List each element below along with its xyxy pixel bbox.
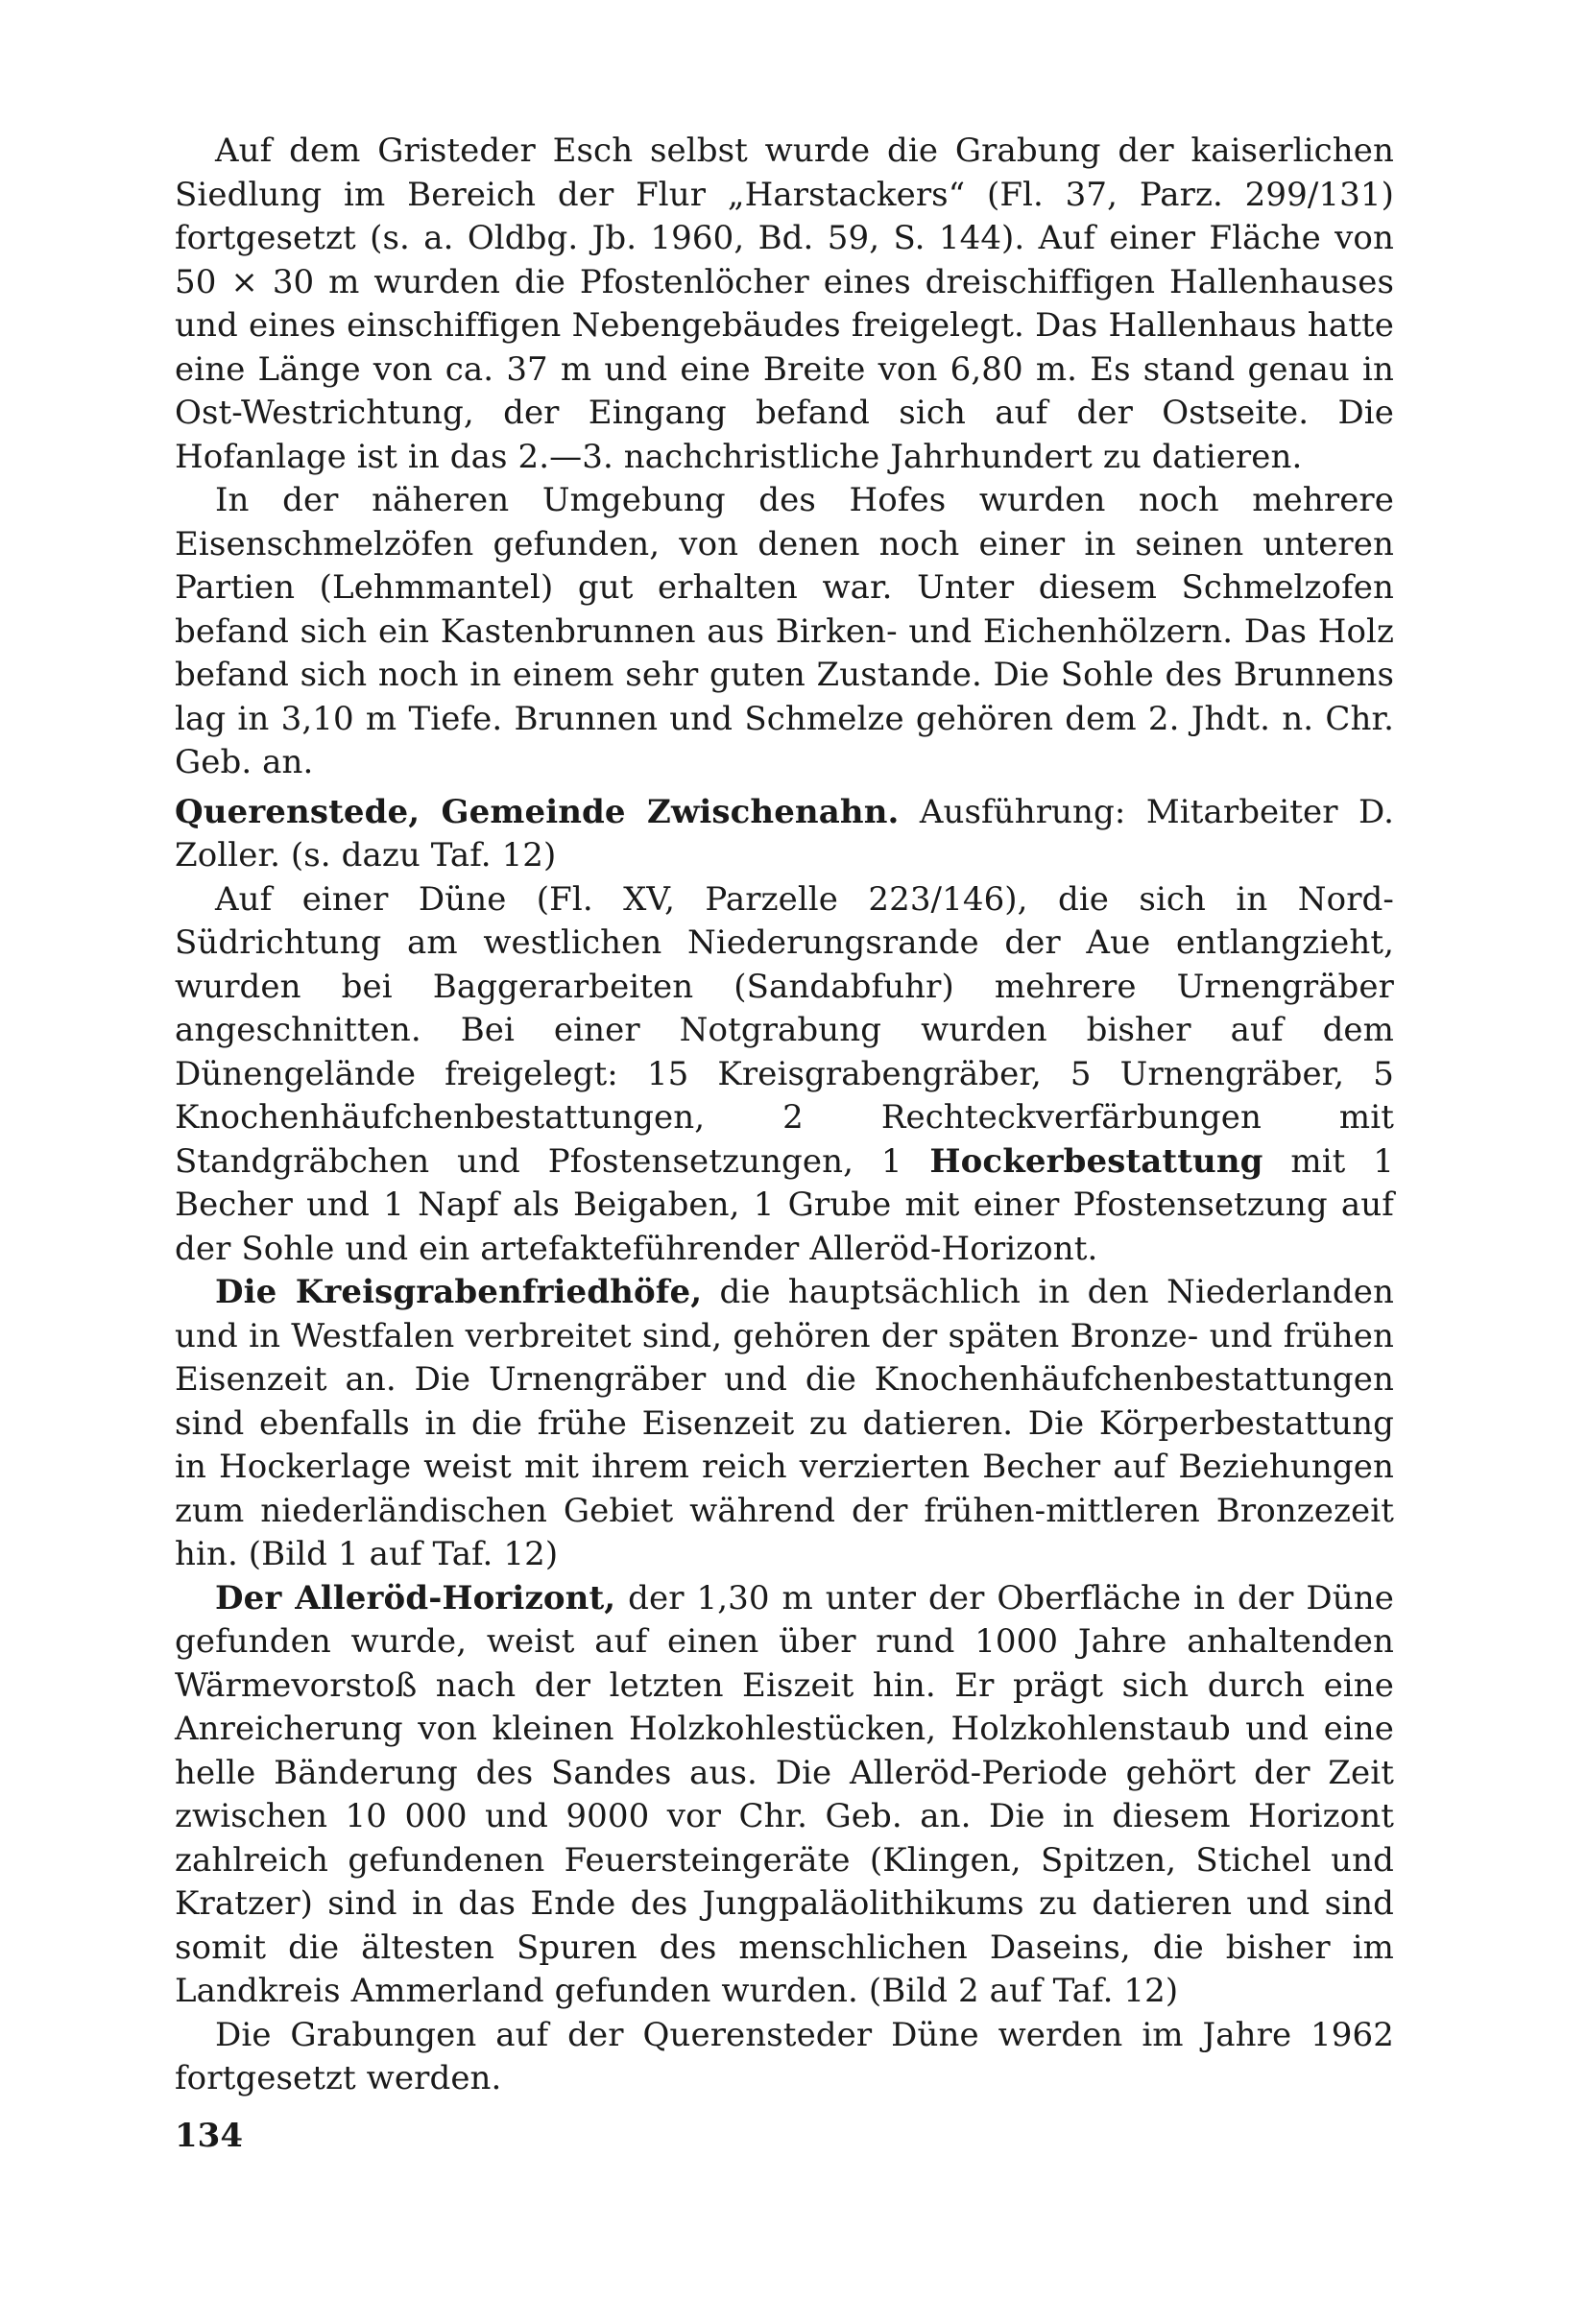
paragraph-kreisgrabenfriedhoefe xyxy=(175,1271,1394,1577)
paragraph-gristeder-esch xyxy=(175,130,1394,479)
body-text xyxy=(175,130,1394,2101)
paragraph-duene xyxy=(175,878,1394,1272)
paragraph-grabungen-1962 xyxy=(175,2014,1394,2101)
paragraph-text: Die Grabungen auf der Querensteder Düne werden im Jahre 1962 fortgesetzt werden. xyxy=(175,2015,1394,2097)
paragraph-text: der 1,30 m unter der Oberfläche in der Düne gefunden wurde, weist auf einen über rund 1000 Jahre anhaltenden Wärmevorstoß nach der letzten Eiszeit hin. Er prägt sich durch eine Anreicherung von kleinen Holzkohlestücken, Holzkohlenstaub und eine helle Bänderung des Sandes aus. Die Alleröd-Periode gehört der Zeit zwischen 10 000 und 9000 vor Chr. Geb. an. Die in diesem Horizont zahlreich gefundenen Feuersteingeräte (Klingen, Spitzen, Stichel und Kratzer) sind in das Ende des Jungpaläolithikums zu datieren und sind somit die ältesten Spuren des menschlichen Daseins, die bisher im Landkreis Ammerland gefunden wurden. (Bild 2 auf Taf. 12) xyxy=(175,1578,1394,2010)
paragraph-text: die hauptsächlich in den Niederlanden und in Westfalen verbreitet sind, gehören der späten Bronze- und frühen Eisenzeit an. Die Urnengräber und die Knochenhäufchenbestattungen sind ebenfalls in die frühe Eisenzeit zu datieren. Die Körperbestattung in Hockerlage weist mit ihrem reich verzierten Becher auf Beziehungen zum niederländischen Gebiet während der frühen-mittleren Bronzezeit hin. (Bild 1 auf Taf. 12) xyxy=(175,1273,1395,1573)
paragraph-text: mit 1 Becher und 1 Napf als Beigaben, 1 Grube mit einer Pfostensetzung auf der Sohle und ein artefakteführender Alleröd-Horizont. xyxy=(175,1141,1394,1268)
paragraph-alleroed-horizont xyxy=(175,1577,1394,2014)
section-heading-querenstede xyxy=(175,791,1394,878)
page-number: 134 xyxy=(175,2117,243,2155)
paragraph-text: In der näheren Umgebung des Hofes wurden noch mehrere Eisenschmelzöfen gefunden, von denen noch einer in seinen unteren Partien (Lehmmantel) gut erhalten war. Unter diesem Schmelzofen befand sich ein Kastenbrunnen aus Birken- und Eichenhölzern. Das Holz befand sich noch in einem sehr guten Zustande. Die Sohle des Brunnens lag in 3,10 m Tiefe. Brunnen und Schmelze gehören dem 2. Jhdt. n. Chr. Geb. an. xyxy=(175,481,1394,781)
paragraph-text: Auf dem Gristeder Esch selbst wurde die Grabung der kaiserlichen Siedlung im Bereich der Flur „Harstackers“ (Fl. 37, Parz. 299/131) fortgesetzt (s. a. Oldbg. Jb. 1960, Bd. 59, S. 144). Auf einer Fläche von 50 × 30 m wurden die Pfostenlöcher eines dreischiffigen Hallenhauses und eines einschiffigen Nebengebäudes freigelegt. Das Hallenhaus hatte eine Länge von ca. 37 m und eine Breite von 6,80 m. Es stand genau in Ost-Westrichtung, der Eingang befand sich auf der Ostseite. Die Hofanlage ist in das 2.—3. nachchristliche Jahrhundert zu datieren. xyxy=(175,132,1394,476)
section-subtitle: Ausführung: Mitarbeiter D. Zoller. (s. dazu Taf. 12) xyxy=(175,792,1394,874)
paragraph-eisenschmelzoefen xyxy=(175,479,1394,785)
bold-term: Der Alleröd-Horizont, xyxy=(215,1578,616,1617)
bold-term: Die Kreisgrabenfriedhöfe, xyxy=(215,1273,703,1311)
paragraph-text: Auf einer Düne (Fl. XV, Parzelle 223/146), die sich in Nord-Südrichtung am westlichen Niederungsrande der Aue entlangzieht, wurden bei Baggerarbeiten (Sandabfuhr) mehrere Urnengräber angeschnitten. Bei einer Notgrabung wurden bisher auf dem Dünengelände freigelegt: 15 Kreisgrabengräber, 5 Urnengräber, 5 Knochenhäufchenbestattungen, 2 Rechteckverfärbungen mit Standgräbchen und Pfostensetzungen, 1 xyxy=(175,879,1394,1181)
section-title: Querenstede, Gemeinde Zwischenahn. xyxy=(175,792,900,831)
bold-term: Hockerbestattung xyxy=(929,1141,1263,1181)
